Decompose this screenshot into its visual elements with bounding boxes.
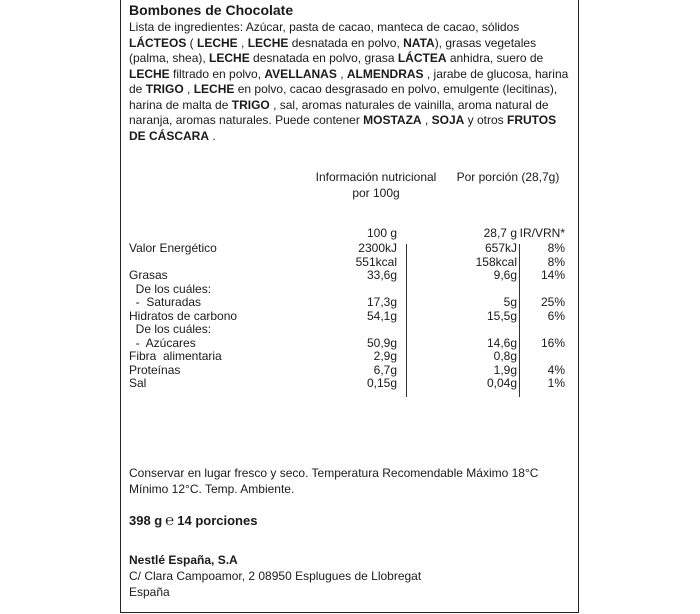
value-per100g: 6,7g (373, 363, 397, 377)
company-name: Nestlé España, S.A (129, 553, 238, 567)
ingredient-text: , sal, aromas naturales de vainilla, aroma natural de naranja, aromas naturales. Puede contener (129, 97, 549, 127)
allergen: LÁCTEA (397, 51, 447, 65)
allergen: LECHE (197, 35, 238, 50)
nutrition-header-per100: Información nutricional por 100g (315, 170, 437, 200)
ingredient-text: Lista de ingredientes: Azúcar, pasta de cacao, manteca de cacao, sólidos (129, 20, 520, 34)
portions-count: 14 porciones (177, 513, 258, 528)
allergen: LECHE (193, 82, 235, 96)
nutrition-row (129, 363, 569, 377)
allergen: LECHE (247, 35, 289, 50)
column-divider (519, 244, 520, 397)
value-per-portion: 0,8g (493, 349, 517, 363)
product-title: Bombones de Chocolate (129, 2, 294, 18)
value-ir: 14% (540, 268, 565, 282)
value-per100g: 33,6g (366, 268, 397, 282)
nutrient-label: Hidratos de carbono (129, 309, 238, 323)
ingredient-text: desnatada en polvo, grasa (249, 51, 398, 65)
ingredient-text: filtrado en polvo, (169, 66, 265, 81)
net-weight-value: 398 g (129, 513, 163, 528)
nutrition-row (129, 295, 569, 309)
value-ir: 16% (540, 336, 565, 350)
value-per-portion: 9,6g (493, 268, 517, 282)
ingredient-text: y otros (464, 113, 507, 127)
ingredient-text: , (183, 82, 194, 96)
nutrient-label: Fibra alimentaria (129, 349, 222, 363)
allergen: TRIGO (145, 82, 184, 96)
value-per-portion: 158kcal (475, 255, 517, 269)
allergen: SOJA (431, 113, 465, 127)
nutrient-label: - Azúcares (129, 336, 196, 350)
company-country: España (129, 585, 170, 599)
ingredients-list (129, 20, 569, 144)
nutrition-row (129, 268, 569, 282)
storage-instructions: Conservar en lugar fresco y seco. Temperatura Recomendable Máximo 18°C Mínimo 12°C. Temp. Ambiente. (129, 466, 539, 496)
value-per100g: 54,1g (366, 309, 397, 323)
nutrition-row (129, 255, 569, 269)
value-per100g: 2,9g (373, 349, 397, 363)
column-portion: 28,7 g (483, 226, 517, 240)
net-weight (129, 512, 257, 529)
nutrition-row (129, 349, 569, 363)
value-per100g: 551kcal (355, 255, 397, 269)
ingredient-text: ( (186, 35, 198, 50)
value-per-portion: 1,9g (493, 363, 517, 377)
ingredient-text: , jarabe de glucosa, harina de (129, 66, 569, 96)
nutrient-label: Proteínas (129, 363, 181, 377)
value-per100g: 2300kJ (358, 241, 397, 255)
nutrition-row (129, 309, 569, 323)
allergen: TRIGO (231, 97, 270, 112)
allergen: FRUTOS DE CÁSCARA (129, 113, 557, 143)
value-per-portion: 14,6g (486, 336, 517, 350)
ingredient-text: , (421, 113, 432, 127)
allergen: LECHE (209, 51, 250, 65)
nutrition-row (129, 322, 569, 336)
nutrient-label: Valor Energético (129, 241, 217, 255)
ingredient-text: , (336, 66, 347, 81)
allergen: MOSTAZA (363, 113, 422, 127)
value-per-portion: 0,04g (486, 376, 517, 390)
value-ir: 1% (547, 376, 565, 390)
ingredient-text: desnatada en polvo, (288, 35, 404, 50)
value-ir: 4% (547, 363, 565, 377)
value-per100g: 17,3g (366, 295, 397, 309)
ingredient-text: anhidra, suero de (446, 51, 544, 65)
value-per-portion: 15,5g (486, 309, 517, 323)
column-100g: 100 g (366, 226, 397, 240)
ingredient-text: en polvo, cacao desgrasado en polvo, emulgente (lecitinas), harina de malta de (129, 82, 558, 112)
column-divider (406, 244, 407, 397)
ingredient-text: , (237, 35, 248, 50)
nutrition-row (129, 336, 569, 350)
company-address: C/ Clara Campoamor, 2 08950 Esplugues de Llobregat (129, 569, 422, 583)
nutrient-label: De los cuáles: (129, 282, 212, 296)
nutrient-label: Grasas (129, 268, 168, 282)
allergen: AVELLANAS (264, 66, 337, 81)
nutrient-label: - Saturadas (129, 295, 202, 309)
nutrition-column-headers (129, 226, 569, 240)
ingredient-text: ), grasas vegetales (palma, shea), (129, 35, 537, 65)
value-ir: 6% (547, 309, 565, 323)
allergen: LÁCTEOS (129, 35, 187, 50)
allergen: LECHE (129, 66, 170, 81)
ingredient-text: . (209, 128, 216, 143)
value-per-portion: 657kJ (484, 241, 517, 255)
nutrition-header-portion: Por porción (28,7g) (456, 170, 560, 184)
nutrient-label: Sal (129, 376, 147, 390)
value-per-portion: 5g (503, 295, 517, 309)
value-per100g: 0,15g (366, 376, 397, 390)
value-per100g: 50,9g (366, 336, 397, 350)
value-ir: 8% (547, 255, 565, 269)
allergen: NATA (403, 35, 435, 50)
value-ir: 8% (547, 241, 565, 255)
nutrition-row (129, 282, 569, 296)
column-ir: IR/VRN* (519, 226, 565, 240)
allergen: ALMENDRAS (346, 66, 424, 81)
nutrition-row (129, 241, 569, 255)
nutrient-label: De los cuáles: (129, 322, 212, 336)
nutrition-row (129, 376, 569, 390)
estimated-sign-icon: ℮ (165, 512, 175, 529)
value-ir: 25% (540, 295, 565, 309)
company-info (129, 552, 421, 600)
